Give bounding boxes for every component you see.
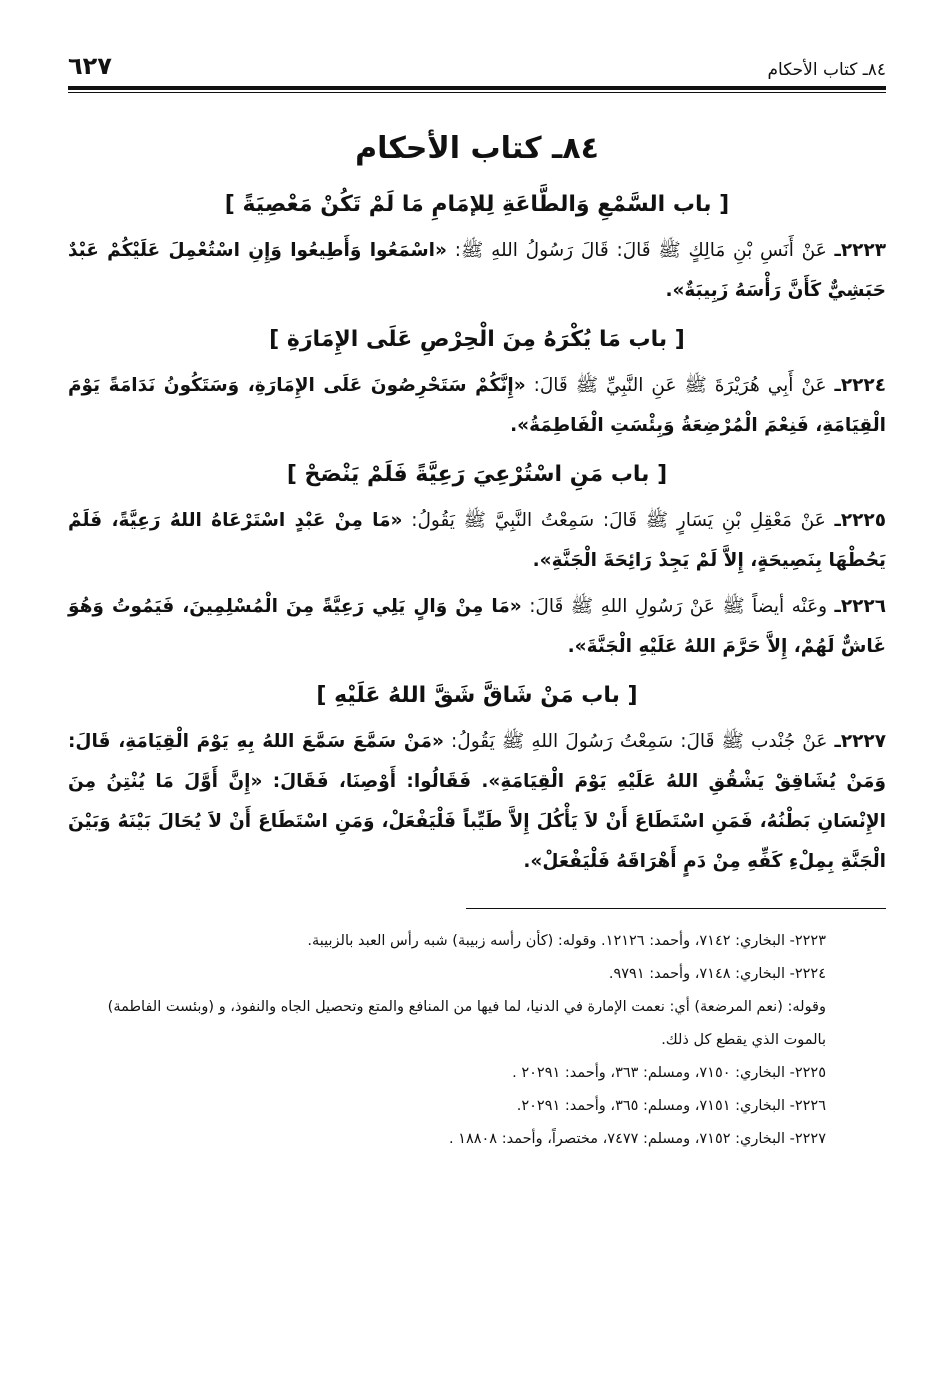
hadith-isnad: عَنْ أَنَسِ بْنِ مَالِكٍ ﷺ قَالَ: قَالَ رَسُولُ اللهِ ﷺ:: [446, 240, 835, 261]
footnote-rule: [466, 908, 886, 909]
hadith-number: ٢٢٢٧ـ: [834, 731, 887, 752]
running-header: [68, 40, 886, 80]
footnote: ٢٢٢٣- البخاري: ٧١٤٢، وأحمد: ١٢١٢٦. وقوله: (كأن رأسه زبيبة) شبه رأس العبد بالزبيبة.: [307, 933, 826, 949]
hadith-isnad: عَنْ مَعْقِلِ بْنِ يَسَارٍ ﷺ قَالَ: سَمِعْتُ النَّبِيَّ ﷺ يَقُولُ:: [402, 510, 835, 531]
footnotes: [68, 925, 886, 1156]
chapter-heading: [ باب السَّمْعِ وَالطَّاعَةِ لِلإمَامِ مَا لَمْ تَكُنْ مَعْصِيَةً ]: [224, 192, 730, 217]
hadith-matn: «اسْمَعُوا وَأَطِيعُوا وَإِنِ اسْتُعْمِلَ عَلَيْكُمْ عَبْدٌ حَبَشِيٌّ كَأَنَّ رَأْسَهُ زَبِيبَةٌ».: [68, 240, 886, 301]
hadith-matn: «إِنَّكُمْ سَتَحْرِصُونَ عَلَى الإِمَارَةِ، وَسَتَكُونُ نَدَامَةً يَوْمَ الْقِيَامَةِ، فَنِعْمَ الْمُرْضِعَةُ وَبِئْسَتِ الْفَاطِمَةُ».: [68, 375, 886, 436]
footnote: ٢٢٢٦- البخاري: ٧١٥١، ومسلم: ٣٦٥، وأحمد: ٢٠٢٩١.: [516, 1098, 826, 1114]
hadith-isnad: وعَنْه أيضاً ﷺ عَنْ رَسُولِ اللهِ ﷺ قَالَ:: [521, 596, 835, 617]
hadith-number: ٢٢٢٤ـ: [834, 375, 886, 396]
hadith-number: ٢٢٢٥ـ: [834, 510, 886, 531]
hadith-isnad: عَنْ أَبِي هُرَيْرَةَ ﷺ عَنِ النَّبِيِّ ﷺ قَالَ:: [525, 375, 835, 396]
footnote: وقوله: (نعم المرضعة) أي: نعمت الإمارة في الدنيا، لما فيها من المنافع والمتع وتحصيل الجاه والنفوذ، و (وبئست الفاطمة) بالموت الذي يقطع كل ذلك.: [107, 999, 826, 1048]
hadith-paragraph: [68, 587, 886, 667]
page-number: ٦٢٧: [68, 52, 112, 80]
book-page: [68, 40, 886, 1156]
hadith-paragraph: [68, 722, 886, 882]
footnote: ٢٢٢٤- البخاري: ٧١٤٨، وأحمد: ٩٧٩١.: [608, 966, 826, 982]
header-rule: [68, 86, 886, 93]
running-title: ٨٤ـ كتاب الأحكام: [767, 60, 886, 80]
hadith-number: ٢٢٢٦ـ: [834, 596, 886, 617]
hadith-paragraph: [68, 501, 886, 581]
hadith-matn: «مَا مِنْ وَالٍ يَلِي رَعِيَّةً مِنَ الْمُسْلِمِينَ، فَيَمُوتُ وَهُوَ غَاشٌّ لَهُمْ، إِلاَّ حَرَّمَ اللهُ عَلَيْهِ الْجَنَّةَ».: [68, 596, 886, 657]
hadith-matn: «مَنْ سَمَّعَ سَمَّعَ اللهُ بِهِ يَوْمَ الْقِيَامَةِ، قَالَ: وَمَنْ يُشَاقِقْ يَشْقُقِ اللهُ عَلَيْهِ يَوْمَ الْقِيَامَةِ». فَقَالُوا: أَوْصِنَا، فَقَالَ: «إِنَّ أَوَّلَ مَا يُنْتِنُ مِنَ الإِنْسَانِ بَطْنُهُ، فَمَنِ اسْتَطَاعَ أَنْ لاَ يَأْكُلَ إِلاَّ طَيِّباً فَلْيَفْعَلْ، وَمَنِ اسْتَطَاعَ أَنْ لاَ يُحَالَ بَيْنَهُ وَبَيْنَ الْجَنَّةِ بِمِلْءِ كَفِّهِ مِنْ دَمٍ أَهْرَاقَهُ فَلْيَفْعَلْ».: [68, 731, 886, 872]
hadith-matn: «مَا مِنْ عَبْدٍ اسْتَرْعَاهُ اللهُ رَعِيَّةً، فَلَمْ يَحُطْهَا بِنَصِيحَةٍ، إِلاَّ لَمْ يَجِدْ رَائِحَةَ الْجَنَّةِ».: [68, 510, 886, 571]
chapter-heading: [ باب مَا يُكْرَهُ مِنَ الْحِرْصِ عَلَى الإِمَارَةِ ]: [269, 327, 685, 352]
hadith-paragraph: [68, 231, 886, 311]
hadith-paragraph: [68, 366, 886, 446]
book-title: ٨٤ـ كتاب الأحكام: [355, 131, 599, 166]
hadith-isnad: عَنْ جُنْدب ﷺ قَالَ: سَمِعْتُ رَسُولَ اللهِ ﷺ يَقُولُ:: [443, 731, 835, 752]
hadith-number: ٢٢٢٣ـ: [834, 240, 886, 261]
chapter-heading: [ باب مَنْ شَاقَّ شَقَّ اللهُ عَلَيْهِ ]: [316, 683, 638, 708]
footnote: ٢٢٢٧- البخاري: ٧١٥٢، ومسلم: ٧٤٧٧، مختصراً، وأحمد: ١٨٨٠٨ .: [448, 1131, 826, 1147]
chapter-heading: [ باب مَنِ اسْتُرْعِيَ رَعِيَّةً فَلَمْ يَنْصَحْ ]: [286, 462, 668, 487]
footnote: ٢٢٢٥- البخاري: ٧١٥٠، ومسلم: ٣٦٣، وأحمد: ٢٠٢٩١ .: [512, 1065, 826, 1081]
